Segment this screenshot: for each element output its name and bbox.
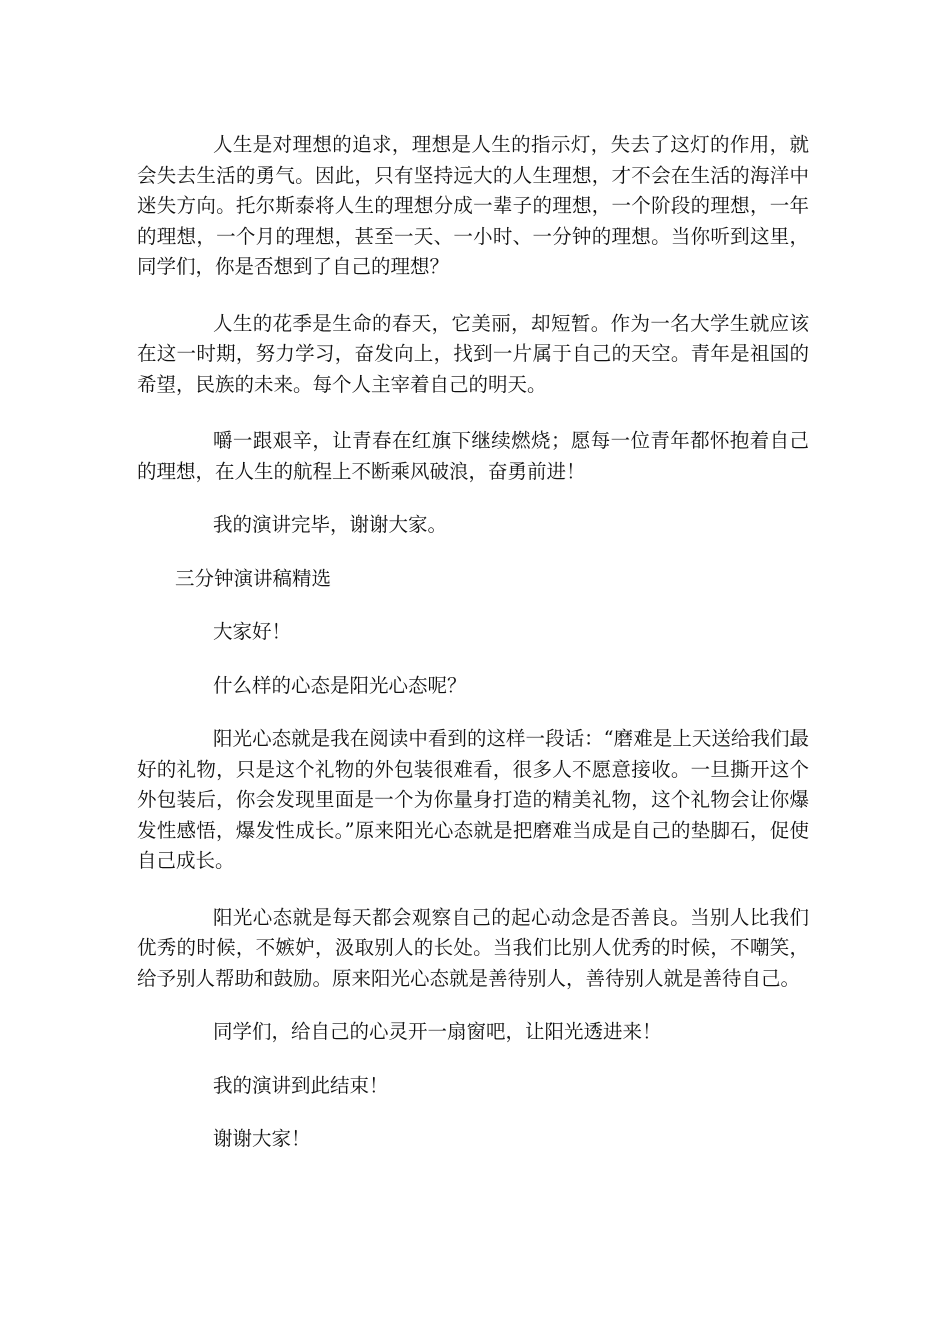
paragraph-ideal-pursuit: 人生是对理想的追求，理想是人生的指示灯，失去了这灯的作用，就会失去生活的勇气。因此，只有坚持远大的人生理想，才不会在生活的海洋中迷失方向。托尔斯泰将人生的理想分成一辈子的理想，一个阶段的理想，一年的理想，一个月的理想，甚至一天、一小时、一分钟的理想。当你听到这里，同学们，你是否想到了自己的理想？: [137, 133, 809, 278]
paragraph-closing-1: 我的演讲完毕，谢谢大家。: [213, 513, 448, 536]
paragraph-thanks: 谢谢大家！: [213, 1127, 311, 1150]
paragraph-kindness: 阳光心态就是每天都会观察自己的起心动念是否善良。当别人比我们优秀的时候，不嫉妒，汲取别人的长处。当我们比别人优秀的时候，不嘲笑，给予别人帮助和鼓励。原来阳光心态就是善待别人，善待别人就是善待自己。: [137, 905, 809, 990]
paragraph-question: 什么样的心态是阳光心态呢？: [213, 673, 467, 697]
paragraph-open-window: 同学们，给自己的心灵开一扇窗吧，让阳光透进来！: [213, 1020, 662, 1043]
document-body: [137, 130, 809, 1155]
paragraph-speech-end: 我的演讲到此结束！: [213, 1073, 389, 1097]
paragraph-youth-spring: 人生的花季是生命的春天，它美丽，却短暂。作为一名大学生就应该在这一时期，努力学习，奋发向上，找到一片属于自己的天空。青年是祖国的希望，民族的未来。每个人主宰着自己的明天。: [137, 311, 809, 396]
paragraph-greeting: 大家好！: [213, 620, 292, 643]
paragraph-youth-burning: 嚼一跟艰辛，让青春在红旗下继续燃烧；愿每一位青年都怀抱着自己的理想，在人生的航程上不断乘风破浪，奋勇前进！: [137, 429, 809, 483]
paragraph-hardship-gift: 阳光心态就是我在阅读中看到的这样一段话：“磨难是上天送给我们最好的礼物，只是这个礼物的外包装很难看，很多人不愿意接收。一旦撕开这个外包装后，你会发现里面是一个为你量身打造的精美礼物，这个礼物会让你爆发性感悟，爆发性成长。”原来阳光心态就是把磨难当成是自己的垫脚石，促使自己成长。: [137, 727, 809, 872]
section-title: 三分钟演讲稿精选: [175, 566, 332, 590]
